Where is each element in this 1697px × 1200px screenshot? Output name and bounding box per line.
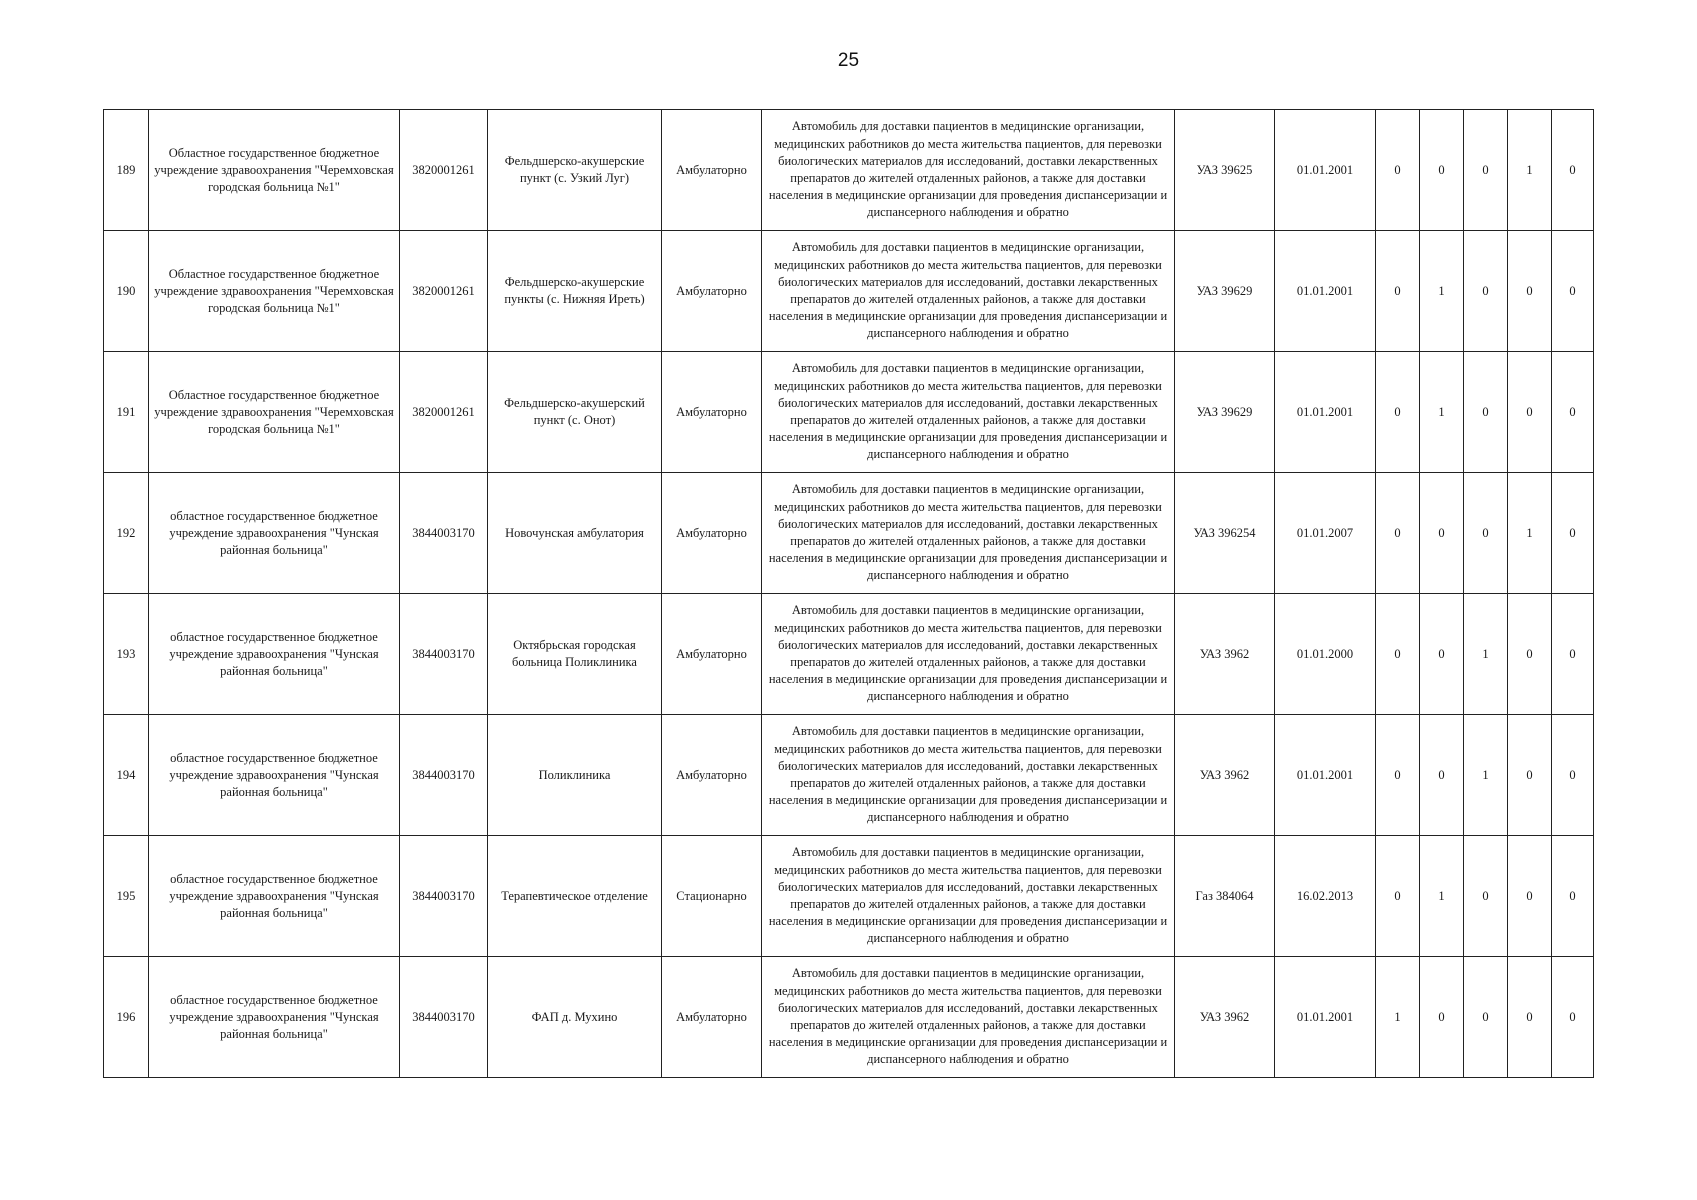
table-row: [104, 836, 1594, 957]
vehicle-registry-table: [103, 109, 1594, 1078]
inn: 3844003170: [400, 473, 488, 594]
count-cell: 0: [1552, 352, 1594, 473]
count-cell: 0: [1376, 594, 1420, 715]
count-cell: 0: [1420, 715, 1464, 836]
unit-name: Фельдшерско-акушерский пункт (с. Онот): [488, 352, 662, 473]
table-row: [104, 352, 1594, 473]
inn: 3820001261: [400, 352, 488, 473]
inn: 3844003170: [400, 715, 488, 836]
count-cell: 0: [1552, 231, 1594, 352]
care-type: Амбулаторно: [662, 110, 762, 231]
count-cell: 0: [1464, 957, 1508, 1078]
count-cell: 0: [1376, 110, 1420, 231]
unit-name: Новочунская амбулатория: [488, 473, 662, 594]
vehicle-purpose: Автомобиль для доставки пациентов в медицинские организации, медицинских работников до места жительства пациентов, для перевозки биологических материалов для исследований, доставки лекарственных препаратов до жителей отдаленных районов, а также для доставки населения в медицинские организации для проведения диспансеризации и диспансерного наблюдения и обратно: [762, 473, 1175, 594]
organization-name: Областное государственное бюджетное учреждение здравоохранения "Черемховская городская больница №1": [149, 231, 400, 352]
table-row: [104, 957, 1594, 1078]
row-number: 192: [104, 473, 149, 594]
count-cell: 0: [1376, 473, 1420, 594]
count-cell: 0: [1464, 836, 1508, 957]
vehicle-model: УАЗ 3962: [1175, 957, 1275, 1078]
vehicle-model: УАЗ 39625: [1175, 110, 1275, 231]
count-cell: 1: [1420, 352, 1464, 473]
row-number: 195: [104, 836, 149, 957]
count-cell: 0: [1552, 110, 1594, 231]
count-cell: 0: [1376, 836, 1420, 957]
vehicle-purpose: Автомобиль для доставки пациентов в медицинские организации, медицинских работников до места жительства пациентов, для перевозки биологических материалов для исследований, доставки лекарственных препаратов до жителей отдаленных районов, а также для доставки населения в медицинские организации для проведения диспансеризации и диспансерного наблюдения и обратно: [762, 594, 1175, 715]
count-cell: 0: [1420, 957, 1464, 1078]
table-row: [104, 473, 1594, 594]
care-type: Амбулаторно: [662, 231, 762, 352]
vehicle-model: УАЗ 3962: [1175, 594, 1275, 715]
count-cell: 0: [1464, 231, 1508, 352]
unit-name: Терапевтическое отделение: [488, 836, 662, 957]
count-cell: 0: [1376, 231, 1420, 352]
inn: 3820001261: [400, 110, 488, 231]
unit-name: ФАП д. Мухино: [488, 957, 662, 1078]
organization-name: областное государственное бюджетное учреждение здравоохранения "Чунская районная больница": [149, 957, 400, 1078]
registration-date: 01.01.2001: [1275, 110, 1376, 231]
organization-name: областное государственное бюджетное учреждение здравоохранения "Чунская районная больница": [149, 594, 400, 715]
row-number: 191: [104, 352, 149, 473]
count-cell: 0: [1508, 594, 1552, 715]
count-cell: 1: [1508, 473, 1552, 594]
count-cell: 0: [1420, 594, 1464, 715]
count-cell: 0: [1508, 231, 1552, 352]
count-cell: 0: [1464, 473, 1508, 594]
count-cell: 0: [1464, 110, 1508, 231]
inn: 3844003170: [400, 594, 488, 715]
organization-name: Областное государственное бюджетное учреждение здравоохранения "Черемховская городская больница №1": [149, 352, 400, 473]
vehicle-purpose: Автомобиль для доставки пациентов в медицинские организации, медицинских работников до места жительства пациентов, для перевозки биологических материалов для исследований, доставки лекарственных препаратов до жителей отдаленных районов, а также для доставки населения в медицинские организации для проведения диспансеризации и диспансерного наблюдения и обратно: [762, 836, 1175, 957]
count-cell: 0: [1376, 352, 1420, 473]
count-cell: 1: [1376, 957, 1420, 1078]
count-cell: 0: [1420, 473, 1464, 594]
count-cell: 0: [1376, 715, 1420, 836]
count-cell: 0: [1552, 957, 1594, 1078]
vehicle-model: УАЗ 39629: [1175, 231, 1275, 352]
vehicle-purpose: Автомобиль для доставки пациентов в медицинские организации, медицинских работников до места жительства пациентов, для перевозки биологических материалов для исследований, доставки лекарственных препаратов до жителей отдаленных районов, а также для доставки населения в медицинские организации для проведения диспансеризации и диспансерного наблюдения и обратно: [762, 957, 1175, 1078]
count-cell: 0: [1552, 836, 1594, 957]
table-row: [104, 594, 1594, 715]
row-number: 193: [104, 594, 149, 715]
count-cell: 0: [1420, 110, 1464, 231]
registration-date: 01.01.2001: [1275, 352, 1376, 473]
row-number: 190: [104, 231, 149, 352]
count-cell: 0: [1508, 352, 1552, 473]
registration-date: 01.01.2000: [1275, 594, 1376, 715]
vehicle-purpose: Автомобиль для доставки пациентов в медицинские организации, медицинских работников до места жительства пациентов, для перевозки биологических материалов для исследований, доставки лекарственных препаратов до жителей отдаленных районов, а также для доставки населения в медицинские организации для проведения диспансеризации и диспансерного наблюдения и обратно: [762, 231, 1175, 352]
care-type: Амбулаторно: [662, 594, 762, 715]
count-cell: 1: [1508, 110, 1552, 231]
care-type: Амбулаторно: [662, 352, 762, 473]
inn: 3820001261: [400, 231, 488, 352]
inn: 3844003170: [400, 957, 488, 1078]
count-cell: 0: [1464, 352, 1508, 473]
count-cell: 1: [1420, 231, 1464, 352]
unit-name: Поликлиника: [488, 715, 662, 836]
care-type: Стационарно: [662, 836, 762, 957]
vehicle-purpose: Автомобиль для доставки пациентов в медицинские организации, медицинских работников до места жительства пациентов, для перевозки биологических материалов для исследований, доставки лекарственных препаратов до жителей отдаленных районов, а также для доставки населения в медицинские организации для проведения диспансеризации и диспансерного наблюдения и обратно: [762, 715, 1175, 836]
vehicle-model: Газ 384064: [1175, 836, 1275, 957]
count-cell: 1: [1420, 836, 1464, 957]
row-number: 196: [104, 957, 149, 1078]
page-number: 25: [837, 50, 860, 71]
vehicle-model: УАЗ 3962: [1175, 715, 1275, 836]
count-cell: 0: [1552, 473, 1594, 594]
count-cell: 0: [1508, 715, 1552, 836]
count-cell: 0: [1508, 836, 1552, 957]
row-number: 189: [104, 110, 149, 231]
care-type: Амбулаторно: [662, 957, 762, 1078]
unit-name: Фельдшерско-акушерские пункты (с. Нижняя Иреть): [488, 231, 662, 352]
organization-name: областное государственное бюджетное учреждение здравоохранения "Чунская районная больница": [149, 473, 400, 594]
organization-name: областное государственное бюджетное учреждение здравоохранения "Чунская районная больница": [149, 715, 400, 836]
unit-name: Фельдшерско-акушерские пункт (с. Узкий Луг): [488, 110, 662, 231]
inn: 3844003170: [400, 836, 488, 957]
registration-date: 01.01.2007: [1275, 473, 1376, 594]
registration-date: 01.01.2001: [1275, 715, 1376, 836]
care-type: Амбулаторно: [662, 715, 762, 836]
registration-date: 01.01.2001: [1275, 957, 1376, 1078]
registration-date: 01.01.2001: [1275, 231, 1376, 352]
count-cell: 1: [1464, 594, 1508, 715]
table-body: [104, 110, 1594, 1078]
count-cell: 0: [1508, 957, 1552, 1078]
table-row: [104, 715, 1594, 836]
care-type: Амбулаторно: [662, 473, 762, 594]
table-row: [104, 231, 1594, 352]
organization-name: Областное государственное бюджетное учреждение здравоохранения "Черемховская городская больница №1": [149, 110, 400, 231]
vehicle-model: УАЗ 39629: [1175, 352, 1275, 473]
registration-date: 16.02.2013: [1275, 836, 1376, 957]
vehicle-model: УАЗ 396254: [1175, 473, 1275, 594]
count-cell: 0: [1552, 715, 1594, 836]
table-row: [104, 110, 1594, 231]
count-cell: 1: [1464, 715, 1508, 836]
row-number: 194: [104, 715, 149, 836]
vehicle-purpose: Автомобиль для доставки пациентов в медицинские организации, медицинских работников до места жительства пациентов, для перевозки биологических материалов для исследований, доставки лекарственных препаратов до жителей отдаленных районов, а также для доставки населения в медицинские организации для проведения диспансеризации и диспансерного наблюдения и обратно: [762, 110, 1175, 231]
organization-name: областное государственное бюджетное учреждение здравоохранения "Чунская районная больница": [149, 836, 400, 957]
count-cell: 0: [1552, 594, 1594, 715]
unit-name: Октябрьская городская больница Поликлиника: [488, 594, 662, 715]
vehicle-purpose: Автомобиль для доставки пациентов в медицинские организации, медицинских работников до места жительства пациентов, для перевозки биологических материалов для исследований, доставки лекарственных препаратов до жителей отдаленных районов, а также для доставки населения в медицинские организации для проведения диспансеризации и диспансерного наблюдения и обратно: [762, 352, 1175, 473]
